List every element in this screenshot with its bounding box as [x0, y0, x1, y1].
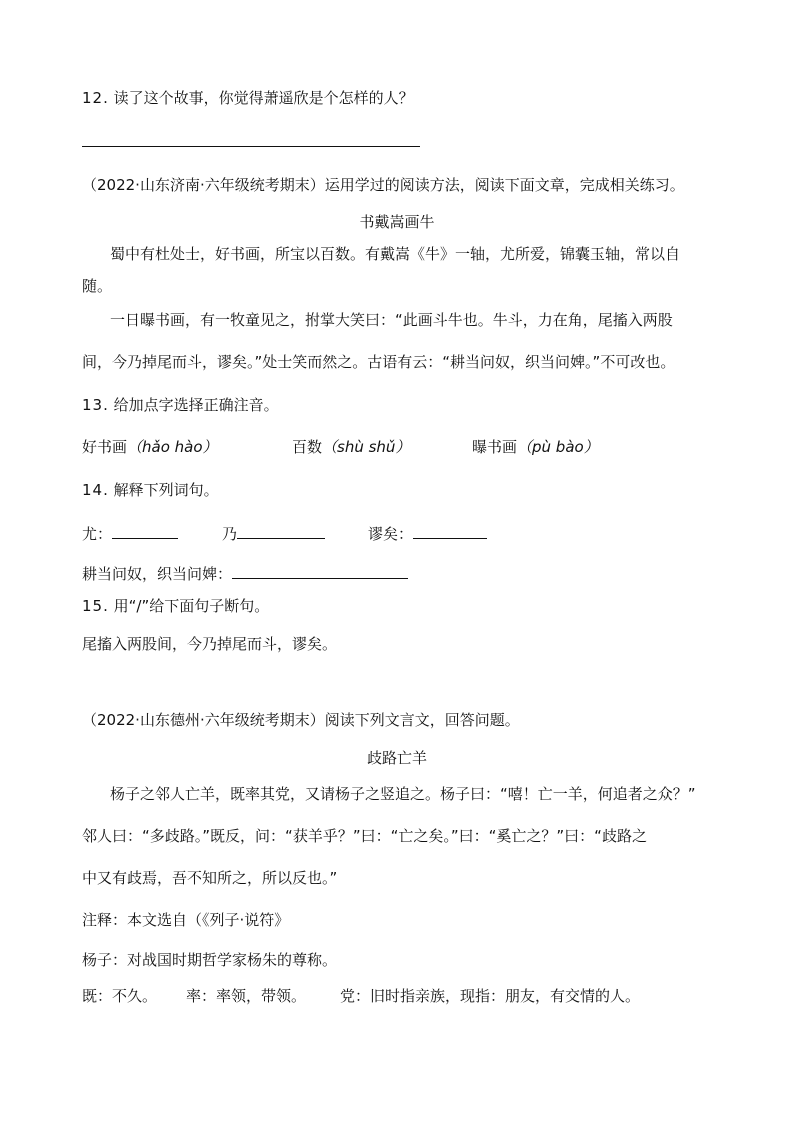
definition-row [0, 522, 794, 544]
answer-blank[interactable] [413, 522, 487, 539]
pinyin-options[interactable]: （shù shǔ） [322, 438, 411, 456]
question-14 [82, 480, 219, 500]
question-13 [82, 395, 279, 415]
definition-item [222, 522, 325, 544]
passage-line: 一日曝书画，有一牧童见之，拊掌大笑曰：“此画斗牛也。牛斗，力在角，尾搐入两股 [110, 311, 673, 329]
definition-item [82, 522, 178, 544]
answer-line[interactable] [82, 146, 420, 147]
pinyin-item [82, 437, 218, 457]
passage-title: 歧路亡羊 [366, 749, 427, 767]
term-label: 尤： [82, 525, 113, 543]
term-label: 谬矣： [368, 525, 414, 543]
question-number: 13. [82, 396, 109, 414]
question-number: 12. [82, 89, 109, 107]
note-line [0, 986, 794, 1008]
pinyin-word: 好书画 [82, 438, 128, 456]
question-number: 14. [82, 481, 109, 499]
passage-line: 随。 [82, 277, 113, 295]
passage-line: 间，今乃掉尾而斗，谬矣。”处士笑而然之。古语有云：“耕当问奴，织当问婢。”不可改也。 [82, 353, 676, 371]
question-text: 用“/”给下面句子断句。 [113, 597, 270, 615]
passage-title: 书戴嵩画牛 [359, 213, 435, 231]
question-text: 读了这个故事，你觉得萧遥欣是个怎样的人？ [113, 89, 414, 107]
pinyin-options-row [0, 437, 794, 459]
note-title: 注释：本文选自（《列子·说符》 [82, 911, 290, 929]
definition-item [368, 522, 487, 544]
question-text: 给加点字选择正确注音。 [113, 396, 279, 414]
question-12 [82, 88, 414, 108]
passage-line: 杨子之邻人亡羊，既率其党，又请杨子之竖追之。杨子曰：“嘻！亡一羊，何追者之众？” [110, 785, 696, 803]
pinyin-item [292, 437, 410, 457]
pinyin-options[interactable]: （hǎo hào） [127, 438, 218, 456]
question-text: 解释下列词句。 [113, 481, 219, 499]
term-label: 耕当问奴，织当问婢： [82, 565, 233, 583]
passage-line: 蜀中有杜处士，好书画，所宝以百数。有戴嵩《牛》一轴，尤所爱，锦囊玉轴，常以自 [110, 245, 681, 263]
passage-line: 中又有歧焉，吾不知所之，所以反也。” [82, 869, 338, 887]
answer-blank[interactable] [112, 522, 178, 539]
definition-item [82, 562, 408, 584]
pinyin-word: 百数 [292, 438, 323, 456]
note-item: 既：不久。 [82, 987, 158, 1005]
answer-blank[interactable] [237, 522, 325, 539]
passage-source: （2022·山东德州·六年级统考期末）阅读下列文言文，回答问题。 [82, 711, 520, 729]
sentence-to-punctuate[interactable]: 尾搐入两股间，今乃掉尾而斗，谬矣。 [82, 635, 338, 653]
note-item: 党：旧时指亲族，现指：朋友，有交情的人。 [340, 987, 641, 1005]
passage-line: 邻人曰：“多歧路。”既反，问：“获羊乎？”曰：“亡之矣。”曰：“奚亡之？”曰：“歧路之 [82, 827, 647, 845]
pinyin-item [472, 437, 599, 457]
question-15 [82, 596, 269, 616]
pinyin-word: 曝书画 [472, 438, 518, 456]
question-number: 15. [82, 597, 109, 615]
term-label: 乃 [222, 525, 238, 543]
note-line: 杨子：对战国时期哲学家杨朱的尊称。 [82, 951, 338, 969]
answer-blank[interactable] [232, 562, 408, 579]
passage-source: （2022·山东济南·六年级统考期末）运用学过的阅读方法，阅读下面文章，完成相关练习。 [82, 176, 685, 194]
pinyin-options[interactable]: （pù bào） [517, 438, 599, 456]
note-item: 率：率领，带领。 [186, 987, 307, 1005]
